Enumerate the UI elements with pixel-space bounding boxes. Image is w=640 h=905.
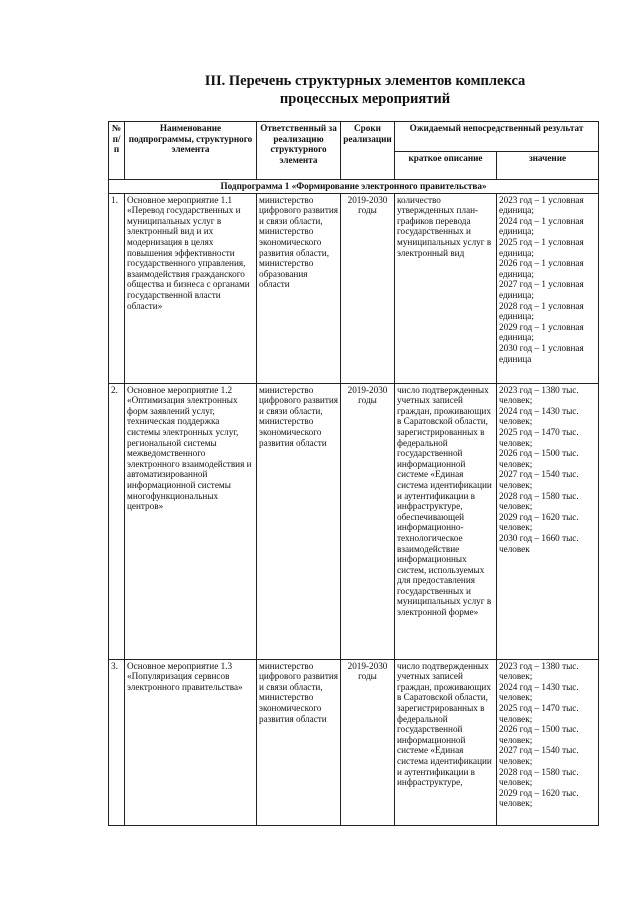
subprogram-title: Подпрограмма 1 «Формирование электронного правительства»: [109, 180, 599, 194]
value-item: 2027 год – 1 условная единица;: [499, 279, 584, 300]
value-item: 2028 год – 1580 тыс. человек;: [499, 490, 579, 512]
header-short: краткое описание: [395, 152, 497, 180]
page-title: [150, 72, 580, 108]
value-item: 2024 год – 1 условная единица;: [499, 215, 584, 237]
value-item: 2029 год – 1620 тыс. человек;: [499, 511, 579, 533]
row-values: [497, 383, 599, 659]
row-term: 2019-2030 годы: [341, 193, 395, 383]
row-resp: министерство цифрового развития и связи области, министерство экономического развития области: [257, 383, 341, 659]
header-term: Сроки реализации: [341, 122, 395, 180]
value-item: 2026 год – 1500 тыс. человек;: [499, 724, 579, 745]
row-name: Основное мероприятие 1.1 «Перевод государственных и муниципальных услуг в электронный вид и их модернизация в целях повышения эффективности государственного управления, взаимодействия гражданского общества и бизнеса с органами государственной власти области»: [125, 193, 257, 383]
value-item: 2030 год – 1660 тыс. человек: [499, 532, 579, 554]
row-resp: министерство цифрового развития и связи области, министерство экономического развития области, министерство образования области: [257, 193, 341, 383]
row-desc: число подтвержденных учетных записей граждан, проживающих в Саратовской области, зарегистрированных в федеральной государственной информационной системе «Единая система идентификации и аутентификации в инфраструктуре, обеспечивающей информационно-технологическое взаимодействие информационных систем, используемых для предоставления государственных и муниципальных услуг в электронной форме»: [395, 383, 497, 659]
row-num: 1.: [109, 193, 125, 383]
table-row: [109, 659, 599, 825]
header-value: значение: [497, 152, 599, 180]
value-item: 2024 год – 1430 тыс. человек;: [499, 681, 579, 703]
value-item: 2029 год – 1 условная единица;: [499, 321, 584, 343]
value-item: 2025 год – 1470 тыс. человек;: [499, 702, 579, 724]
value-item: 2023 год – 1380 тыс. человек;: [499, 384, 579, 406]
value-item: 2028 год – 1 условная единица;: [499, 300, 584, 322]
title-line-1: III. Перечень структурных элементов комплекса: [204, 73, 526, 89]
structural-elements-table: [108, 121, 599, 826]
row-desc: количество утвержденных план-графиков перевода государственных и муниципальных услуг в электронный вид: [395, 193, 497, 383]
table-row: [109, 193, 599, 383]
header-name: Наименование подпрограммы, структурного элемента: [125, 122, 257, 180]
header-expected: Ожидаемый непосредственный результат: [395, 122, 599, 152]
value-item: 2023 год – 1 условная единица;: [499, 194, 584, 216]
row-term: 2019-2030 годы: [341, 383, 395, 659]
row-term: 2019-2030 годы: [341, 659, 395, 825]
row-name: Основное мероприятие 1.3 «Популяризация сервисов электронного правительства»: [125, 659, 257, 825]
value-item: 2027 год – 1540 тыс. человек;: [499, 745, 579, 766]
row-values: [497, 659, 599, 825]
value-item: 2023 год – 1380 тыс. человек;: [499, 660, 579, 682]
value-item: 2026 год – 1500 тыс. человек;: [499, 448, 579, 469]
value-item: 2026 год – 1 условная единица;: [499, 258, 584, 279]
value-item: 2029 год – 1620 тыс. человек;: [499, 787, 579, 809]
value-item: 2025 год – 1 условная единица;: [499, 236, 584, 258]
value-item: 2025 год – 1470 тыс. человек;: [499, 426, 579, 448]
value-item: 2030 год – 1 условная единица: [499, 342, 584, 364]
row-values: [497, 193, 599, 383]
row-resp: министерство цифрового развития и связи области, министерство экономического развития области: [257, 659, 341, 825]
header-row: [109, 122, 599, 152]
header-resp: Ответственный за реализацию структурного элемента: [257, 122, 341, 180]
value-item: 2027 год – 1540 тыс. человек;: [499, 469, 579, 490]
subprogram-row: [109, 180, 599, 194]
value-item: 2024 год – 1430 тыс. человек;: [499, 405, 579, 427]
title-line-2: процессных мероприятий: [279, 91, 451, 107]
value-item: 2028 год – 1580 тыс. человек;: [499, 766, 579, 788]
header-num: № п/п: [109, 122, 125, 180]
row-desc: число подтвержденных учетных записей граждан, проживающих в Саратовской области, зарегистрированных в федеральной государственной информационной системе «Единая система идентификации и аутентификации в инфраструктуре,: [395, 659, 497, 825]
row-name: Основное мероприятие 1.2 «Оптимизация электронных форм заявлений услуг, техническая поддержка системы электронных услуг, региональной системы межведомственного электронного взаимодействия и автоматизированной информационной системы многофункциональных центров»: [125, 383, 257, 659]
row-num: 3.: [109, 659, 125, 825]
row-num: 2.: [109, 383, 125, 659]
table-row: [109, 383, 599, 659]
